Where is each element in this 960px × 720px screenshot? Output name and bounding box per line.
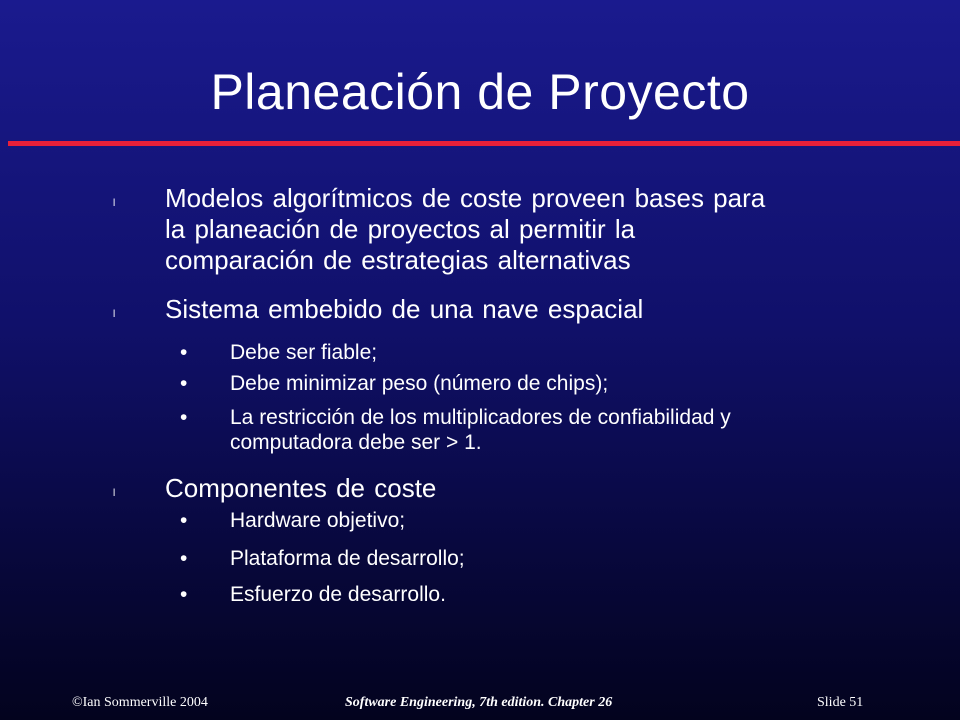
- sub-bullet-marker: •: [180, 372, 188, 395]
- sub-bullet-item: [230, 340, 900, 365]
- bullet-line: la planeación de proyectos al permitir la: [165, 214, 636, 244]
- footer-book-title: Software Engineering, 7th edition. Chapter 26: [345, 695, 613, 710]
- bullet-line: Sistema embebido de una nave espacial: [165, 294, 644, 324]
- sub-bullet-marker: •: [180, 547, 188, 570]
- sub-bullet-item: [230, 405, 900, 455]
- footer-copyright: ©Ian Sommerville 2004: [72, 695, 208, 710]
- bullet-marker: l: [113, 198, 116, 209]
- bullet-line: Modelos algorítmicos de coste proveen bases para: [165, 183, 766, 213]
- bullet-item: [165, 473, 900, 504]
- bullet-item: [165, 294, 900, 325]
- slide-title: Planeación de Proyecto: [210, 64, 750, 120]
- sub-bullet-item: [230, 508, 900, 533]
- sub-bullet-item: [230, 582, 900, 607]
- sub-bullet-item: [230, 546, 900, 571]
- sub-bullet-marker: •: [180, 406, 188, 429]
- sub-bullet-marker: •: [180, 583, 188, 606]
- bullet-item: [165, 183, 900, 276]
- sub-bullet-line: computadora debe ser > 1.: [230, 431, 482, 454]
- sub-bullet-line: Debe minimizar peso (número de chips);: [230, 372, 609, 395]
- sub-bullet-marker: •: [180, 341, 188, 364]
- bullet-line: comparación de estrategias alternativas: [165, 245, 631, 275]
- sub-bullet-line: Debe ser fiable;: [230, 341, 378, 364]
- sub-bullet-line: La restricción de los multiplicadores de confiabilidad y: [230, 406, 731, 429]
- sub-bullet-line: Hardware objetivo;: [230, 509, 406, 532]
- sub-bullet-line: Esfuerzo de desarrollo.: [230, 583, 446, 606]
- footer-slide-number: Slide 51: [817, 695, 864, 710]
- bullet-marker: l: [113, 488, 116, 499]
- sub-bullet-line: Plataforma de desarrollo;: [230, 547, 465, 570]
- bullet-marker: l: [113, 309, 116, 320]
- sub-bullet-item: [230, 371, 900, 396]
- sub-bullet-marker: •: [180, 509, 188, 532]
- bullet-line: Componentes de coste: [165, 473, 437, 503]
